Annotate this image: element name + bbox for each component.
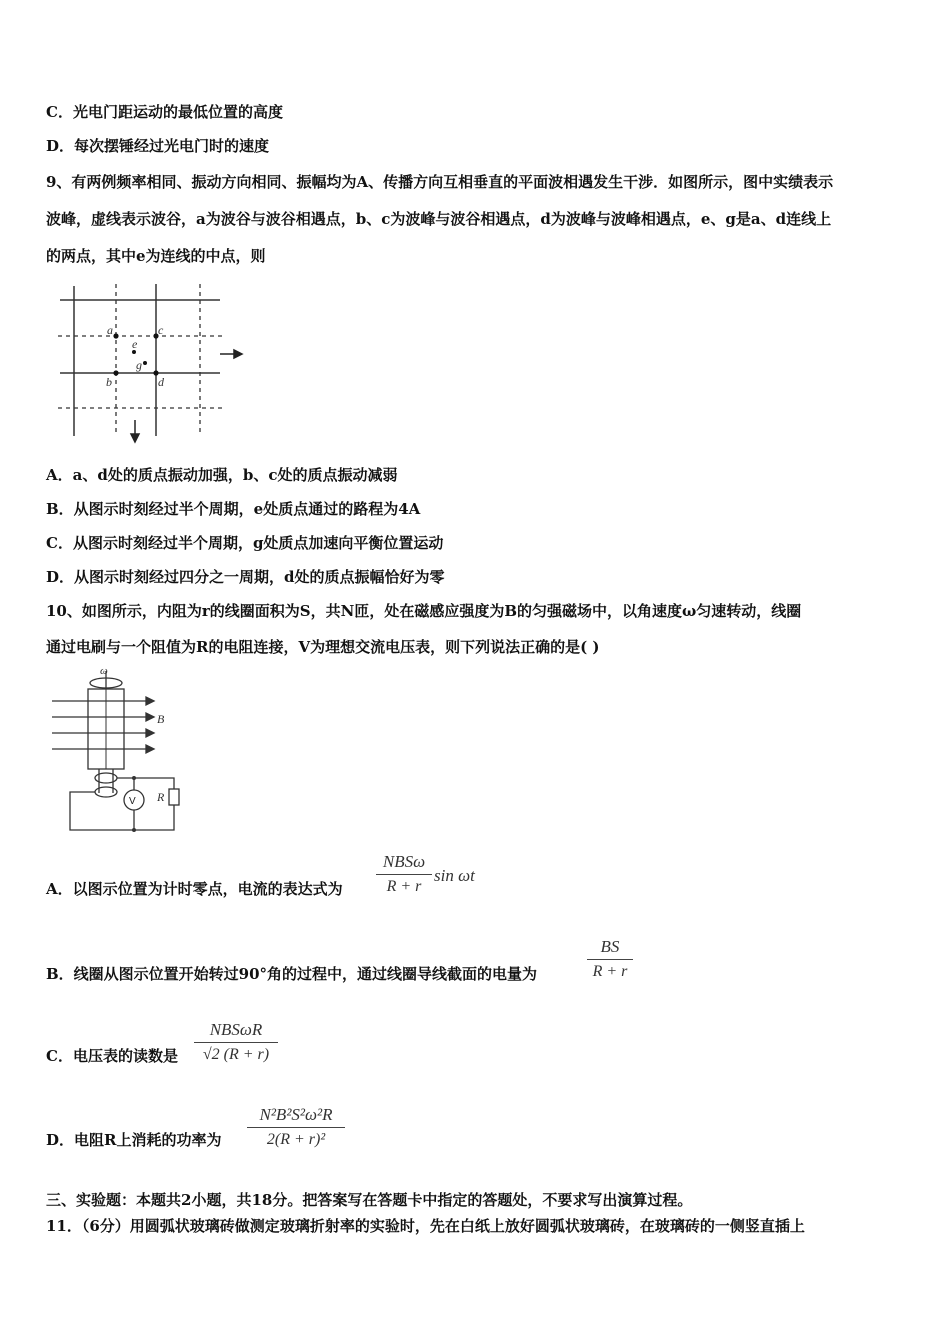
label-B: B xyxy=(157,712,165,726)
q9-option-d: D．从图示时刻经过四分之一周期，d处的质点振幅恰好为零 xyxy=(46,568,445,586)
q10-option-b-fraction xyxy=(587,937,633,982)
q10-option-c: C．电压表的读数是 xyxy=(46,1047,178,1065)
q10-stem-line-2: 通过电刷与一个阻值为R的电阻连接，V为理想交流电压表，则下列说法正确的是( ) xyxy=(46,638,600,656)
q11-stem-line-1: 11．（6分）用圆弧状玻璃砖做测定玻璃折射率的实验时，先在白纸上放好圆弧状玻璃砖，在玻璃砖的一侧竖直插上 xyxy=(46,1217,805,1235)
q9-option-c: C．从图示时刻经过半个周期，g处质点加速向平衡位置运动 xyxy=(46,534,444,552)
q10-option-a-numerator: NBSω xyxy=(382,852,426,871)
q8-option-d: D．每次摆锤经过光电门时的速度 xyxy=(46,137,270,155)
q10-option-b-numerator: BS xyxy=(600,937,620,956)
q10-option-d-numerator: N²B²S²ω²R xyxy=(259,1105,333,1124)
q10-generator-figure xyxy=(44,665,189,835)
q10-option-c-numerator: NBSωR xyxy=(209,1020,263,1039)
label-R: R xyxy=(157,790,165,804)
label-V: V xyxy=(129,796,136,807)
q10-option-a-denominator: R + r xyxy=(386,878,422,895)
q10-option-b: B．线圈从图示位置开始转过90°角的过程中，通过线圈导线截面的电量为 xyxy=(46,965,538,983)
section-3-heading: 三、实验题：本题共2小题，共18分。把答案写在答题卡中指定的答题处，不要求写出演算过程。 xyxy=(46,1191,693,1209)
q8-option-c: C．光电门距运动的最低位置的高度 xyxy=(46,103,283,121)
q10-option-a-tail: sin ωt xyxy=(434,866,475,885)
label-e: e xyxy=(132,337,138,351)
q9-option-b: B．从图示时刻经过半个周期，e处质点通过的路程为4A xyxy=(46,500,421,518)
q9-stem-line-2: 波峰，虚线表示波谷，a为波谷与波谷相遇点，b、c为波峰与波谷相遇点，d为波峰与波峰相遇点，e、g是a、d连线上 xyxy=(46,210,832,228)
q9-stem-line-3: 的两点，其中e为连线的中点，则 xyxy=(46,247,266,265)
label-omega: ω xyxy=(100,665,108,677)
q10-option-d-fraction xyxy=(247,1105,345,1150)
q9-stem-line-1: 9、有两例频率相同、振动方向相同、振幅均为A、传播方向互相垂直的平面波相遇发生干涉．如图所示，图中实绩表示 xyxy=(46,173,834,191)
label-g: g xyxy=(136,358,142,372)
propagation-arrows xyxy=(131,350,242,442)
q10-option-a-fraction xyxy=(376,852,432,897)
label-d: d xyxy=(158,375,164,389)
q9-interference-figure xyxy=(50,280,250,450)
q10-option-b-denominator: R + r xyxy=(592,963,628,980)
label-c: c xyxy=(158,323,164,337)
q10-option-c-denominator: √2 (R + r) xyxy=(202,1046,270,1063)
q10-option-c-fraction xyxy=(194,1020,278,1065)
q10-stem-line-1: 10、如图所示，内阻为r的线圈面积为S，共N匝，处在磁感应强度为B的匀强磁场中，以角速度ω匀速转动，线圈 xyxy=(46,602,802,620)
label-b: b xyxy=(106,375,112,389)
q10-option-d: D．电阻R上消耗的功率为 xyxy=(46,1131,222,1149)
label-a: a xyxy=(107,323,113,337)
q10-option-d-denominator: 2(R + r)² xyxy=(266,1131,326,1148)
q10-option-a: A．以图示位置为计时零点，电流的表达式为 xyxy=(46,880,343,898)
q9-option-a: A．a、d处的质点振动加强，b、c处的质点振动减弱 xyxy=(46,466,398,484)
